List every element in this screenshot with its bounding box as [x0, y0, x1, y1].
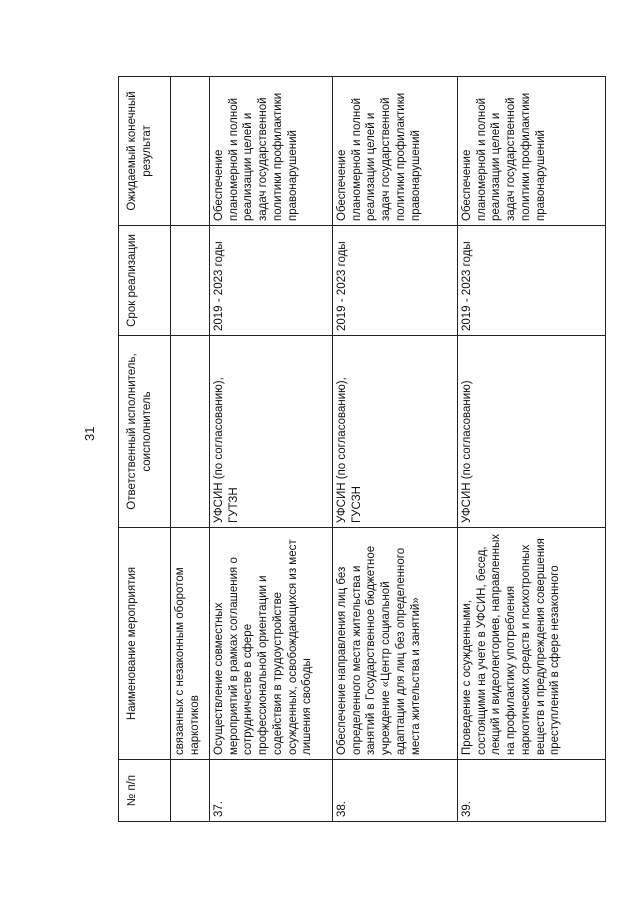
cell-num: 39.: [458, 760, 606, 822]
cell-result: Обеспечение планомерной и полной реализации целей и задач государственной политики профилактики правонарушений: [210, 77, 333, 226]
cell-responsible: [171, 336, 210, 528]
cell-period: 2019 - 2023 годы: [210, 226, 333, 336]
table-container: [118, 77, 613, 822]
page-number: 31: [82, 426, 97, 441]
cell-num: 38.: [333, 760, 458, 822]
cell-num: 37.: [210, 760, 333, 822]
cell-name: Осуществление совместных мероприятий в рамках соглашения о сотрудничестве в сфере профессиональной ориентации и содействия в трудоустройстве осужденных, освобождающихся из мест лишения свободы: [210, 528, 333, 760]
header-responsible: Ответственный исполнитель, соисполнитель: [119, 336, 171, 528]
cell-name: связанных с незаконным оборотом наркотиков: [171, 528, 210, 760]
table-header-row: [119, 77, 171, 822]
header-name: Наименование мероприятия: [119, 528, 171, 760]
cell-responsible: УФСИН (по согласованию), ГУСЗН: [333, 336, 458, 528]
table-row: [458, 77, 606, 822]
table-row: [171, 77, 210, 822]
cell-period: 2019 - 2023 годы: [333, 226, 458, 336]
header-period: Срок реализации: [119, 226, 171, 336]
cell-period: [171, 226, 210, 336]
cell-num: [171, 760, 210, 822]
cell-result: Обеспечение планомерной и полной реализации целей и задач государственной политики профилактики правонарушений: [333, 77, 458, 226]
cell-period: 2019 - 2023 годы: [458, 226, 606, 336]
cell-result: [171, 77, 210, 226]
header-num: № п/п: [119, 760, 171, 822]
table-row: [210, 77, 333, 822]
cell-responsible: УФСИН (по согласованию), ГУТЗН: [210, 336, 333, 528]
header-result: Ожидаемый конечный результат: [119, 77, 171, 226]
cell-responsible: УФСИН (по согласованию): [458, 336, 606, 528]
cell-name: Обеспечение направления лиц без определенного места жительства и занятий в Государственное бюджетное учреждение «Центр социальной адаптации для лиц без определенного места жительства и занятий»: [333, 528, 458, 760]
measures-table: [118, 76, 606, 822]
cell-name: Проведение с осужденными, состоящими на учете в УФСИН, бесед, лекций и видеолекториев, направленных на профилактику употребления наркотических средств и психотропных веществ и предупреждения совершения преступлений в сфере незаконного: [458, 528, 606, 760]
table-row: [333, 77, 458, 822]
cell-result: Обеспечение планомерной и полной реализации целей и задач государственной политики профилактики правонарушений: [458, 77, 606, 226]
